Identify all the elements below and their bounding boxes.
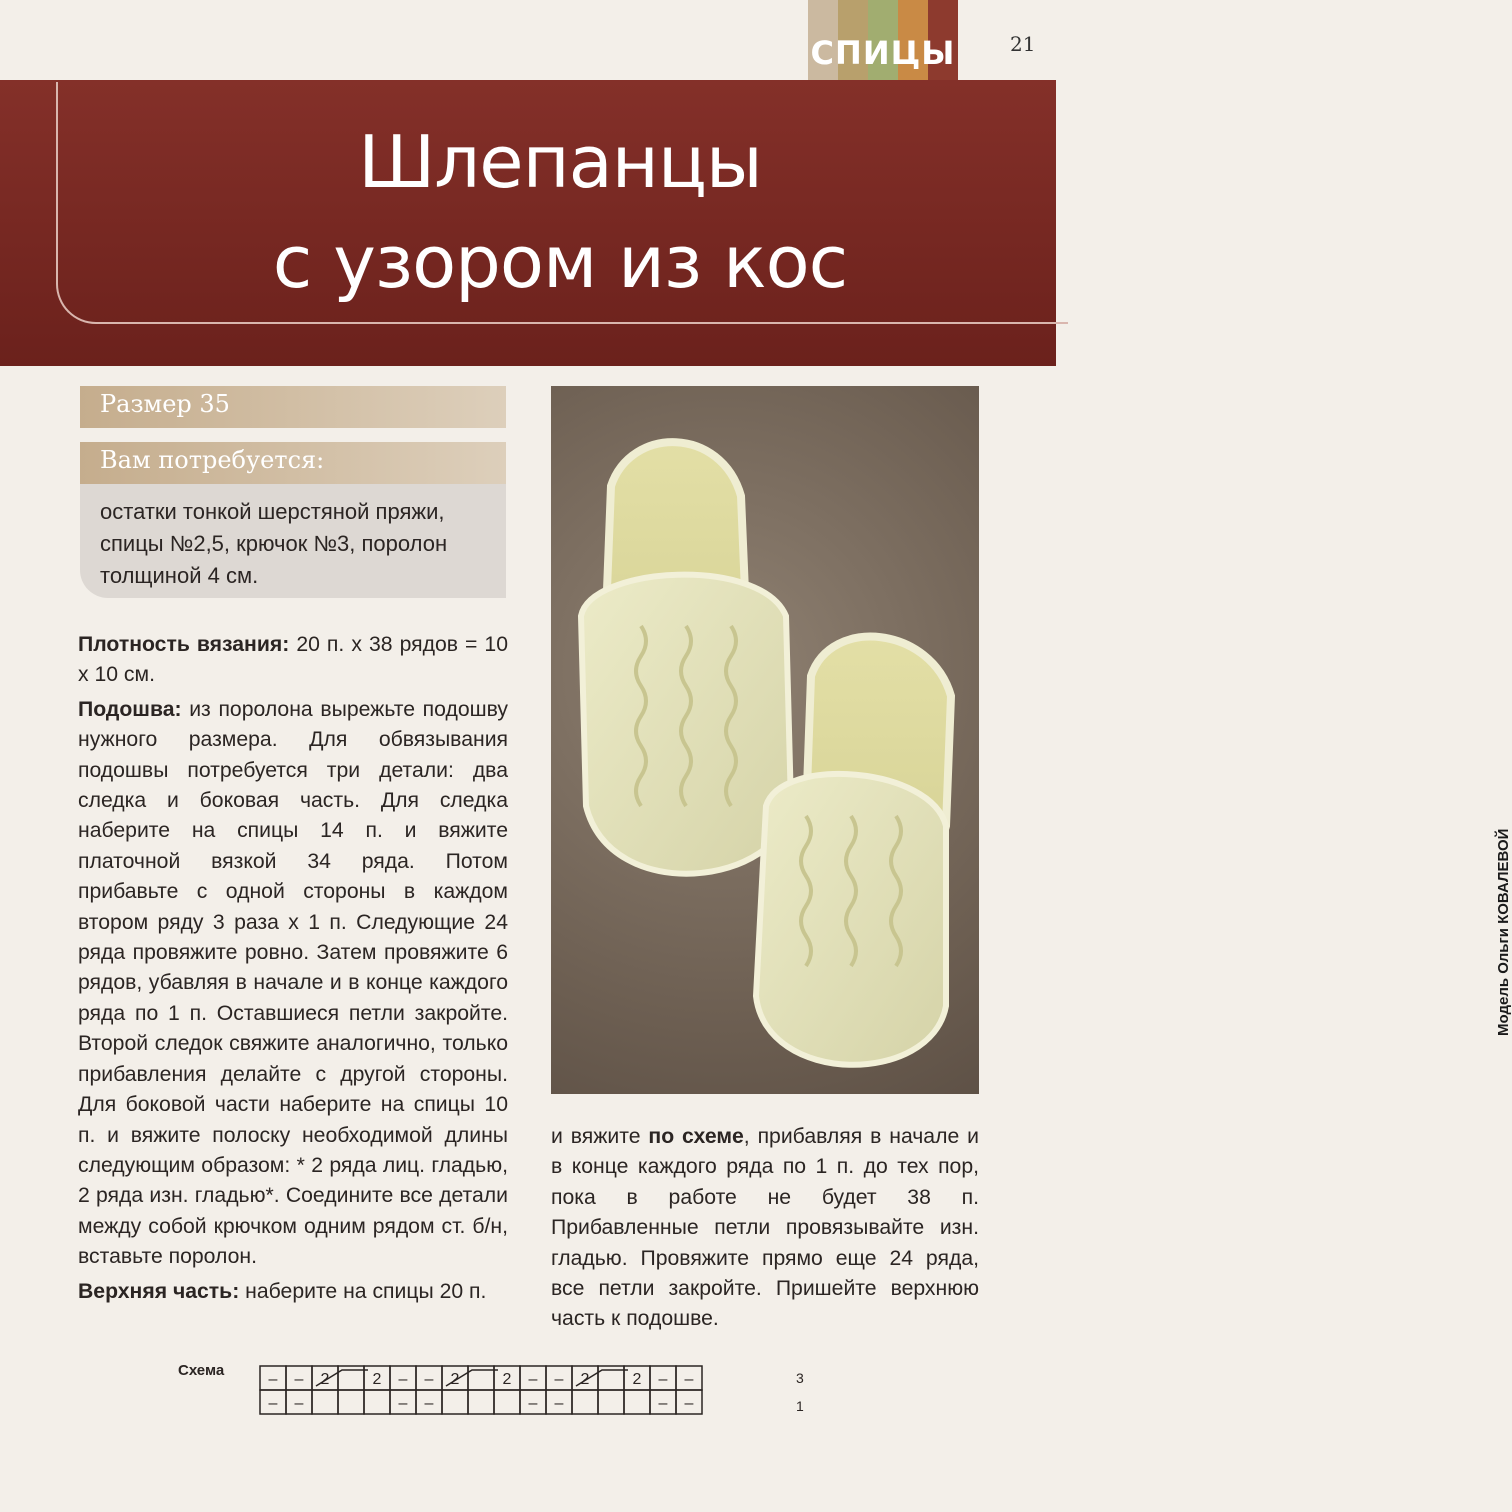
scheme-grid <box>258 1364 792 1416</box>
photo-credit: Модель Ольги КОВАЛЕВОЙ <box>1495 828 1512 1036</box>
scheme-cell <box>338 1390 364 1414</box>
scheme-symbol: – <box>424 1395 434 1412</box>
page-number: 21 <box>1010 32 1036 56</box>
density-text: 20 п. х 38 рядов = 10 х 10 см. <box>78 633 508 687</box>
scheme-symbol: – <box>528 1395 538 1412</box>
sole-label: Подошва: <box>78 697 182 721</box>
scheme-symbol: – <box>294 1371 304 1388</box>
scheme-symbol: 2 <box>372 1371 382 1388</box>
scheme-symbol: 2 <box>502 1371 512 1388</box>
upper-label: Верхняя часть: <box>78 1279 240 1303</box>
scheme-cell <box>598 1390 624 1414</box>
density-label: Плотность вязания: <box>78 633 290 656</box>
scheme-symbol: – <box>684 1371 694 1388</box>
scheme-cell <box>442 1390 468 1414</box>
scheme-symbol: – <box>398 1371 408 1388</box>
scheme-cell <box>364 1390 390 1414</box>
scheme-symbol: – <box>658 1395 668 1412</box>
section-label: СПИЦЫ <box>810 34 956 72</box>
scheme-symbol: – <box>528 1371 538 1388</box>
materials-heading <box>80 442 506 484</box>
scheme-symbol: – <box>294 1395 304 1412</box>
scheme-cell <box>572 1390 598 1414</box>
scheme-row-1: 1 <box>796 1398 804 1414</box>
slippers-photo <box>551 386 1512 1094</box>
scheme-label: Схема <box>178 1362 225 1379</box>
scheme-row-3: 3 <box>796 1370 804 1386</box>
size-label: Размер 35 <box>100 390 230 418</box>
scheme-symbol: – <box>398 1395 408 1412</box>
instructions-left-column <box>78 630 508 1311</box>
density-paragraph <box>78 630 508 691</box>
continuation-pre: и вяжите <box>551 1125 649 1148</box>
scheme-symbol: – <box>658 1371 668 1388</box>
scheme-symbol: – <box>424 1371 434 1388</box>
slippers-illustration <box>551 386 979 1094</box>
scheme-symbol: 2 <box>632 1371 642 1388</box>
scheme-symbol: – <box>268 1371 278 1388</box>
page-title <box>60 112 1060 312</box>
scheme-symbol: 2 <box>580 1371 590 1388</box>
scheme-cell <box>624 1390 650 1414</box>
scheme-symbol: 2 <box>320 1371 330 1388</box>
upper-text: наберите на спицы 20 п. <box>245 1279 487 1303</box>
materials-label: Вам потребуется: <box>100 446 325 474</box>
title-line-1: Шлепанцы <box>358 120 762 204</box>
upper-paragraph <box>78 1277 508 1307</box>
scheme-cell <box>312 1390 338 1414</box>
left-slipper-upper <box>581 575 791 874</box>
continuation-paragraph <box>551 1122 979 1335</box>
knitting-scheme <box>258 1364 792 1420</box>
scheme-symbol: – <box>554 1371 564 1388</box>
instructions-right-column <box>551 1122 979 1335</box>
scheme-cell <box>494 1390 520 1414</box>
scheme-symbol: – <box>268 1395 278 1412</box>
sole-paragraph <box>78 695 508 1273</box>
size-heading <box>80 386 506 428</box>
continuation-bold: по схеме <box>648 1125 744 1148</box>
title-line-2: с узором из кос <box>272 220 848 304</box>
scheme-symbol: – <box>554 1395 564 1412</box>
materials-text: остатки тонкой шерстяной пряжи, спицы №2,5, крючок №3, поролон толщиной 4 см. <box>100 499 448 588</box>
scheme-cell <box>468 1390 494 1414</box>
continuation-post: , прибавляя в начале и в конце каждого ряда по 1 п. до тех пор, пока в работе не будет 38 п. Прибавленные петли провязывайте изн. гладью. Провяжите прямо еще 24 ряда, все петли закройте. Пришейте верхнюю часть к подошве. <box>551 1125 979 1331</box>
sole-text: из поролона вырежьте подошву нужного размера. Для обвязывания подошвы потребуется три детали: два следка и боковая часть. Для следка наберите на спицы 14 п. и вяжите платочной вязкой 34 ряда. Потом прибавьте с одной стороны в каждом втором ряду 3 раза х 1 п. Следующие 24 ряда провяжите ровно. Затем провяжите 6 рядов, убавляя в начале и в конце каждого ряда по 1 п. Оставшиеся петли закройте. Второй следок свяжите аналогично, только прибавления делайте с другой стороны. Для боковой части наберите на спицы 10 п. и вяжите полоску необходимой длины следующим образом: * 2 ряда лиц. гладью, 2 ряда изн. гладью*. Соедините все детали между собой крючком одним рядом ст. б/н, вставьте поролон. <box>78 697 508 1269</box>
scheme-symbol: – <box>684 1395 694 1412</box>
scheme-symbol: 2 <box>450 1371 460 1388</box>
